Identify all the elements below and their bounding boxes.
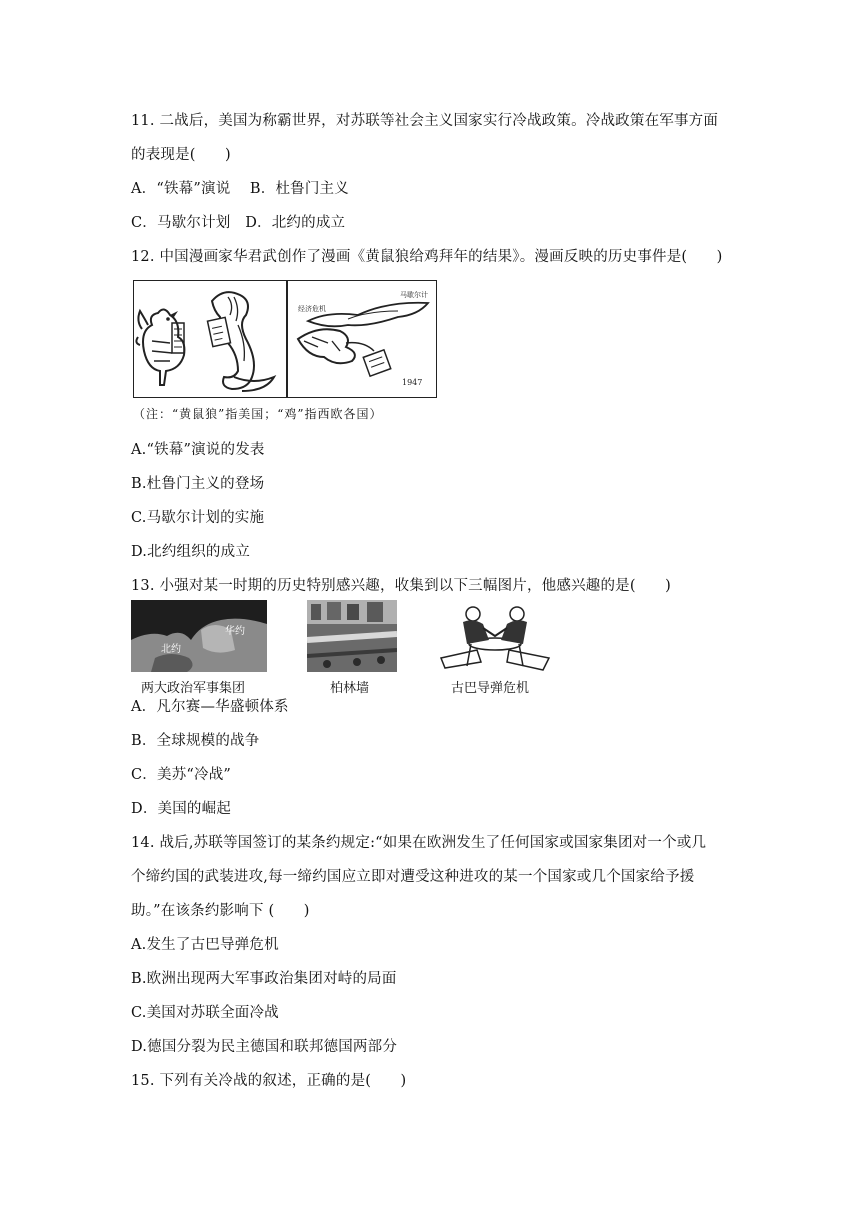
- cartoon-left-panel: [134, 281, 286, 397]
- q14-stem-line3: 助。”在该条约影响下 ( ): [131, 903, 310, 919]
- q12-option-b: B.杜鲁门主义的登场: [131, 476, 265, 492]
- cartoon-label-marshall: 马歇尔计: [400, 291, 428, 299]
- q14-option-d: D.德国分裂为民主德国和联邦德国两部分: [131, 1039, 398, 1055]
- map-label-warsaw-pact: 华约: [225, 626, 245, 637]
- q11-stem-line2: 的表现是( ): [131, 147, 231, 163]
- q13-berlin-wall-image: [307, 600, 397, 672]
- q13-caption-3: 古巴导弹危机: [451, 681, 530, 696]
- map-label-nato: 北约: [161, 644, 181, 655]
- cartoon-label-year: 1947: [402, 378, 423, 387]
- cartoon-label-economic-crisis: 经济危机: [298, 305, 326, 313]
- q11-stem-line1: 11. 二战后，美国为称霸世界，对苏联等社会主义国家实行冷战政策。冷战政策在军事方面: [131, 113, 719, 129]
- q14-option-b: B.欧洲出现两大军事政治集团对峙的局面: [131, 971, 397, 987]
- q13-cuba-cartoon-image: [437, 600, 553, 672]
- q13-stem: 13. 小强对某一时期的历史特别感兴趣，收集到以下三幅图片，他感兴趣的是( ): [131, 578, 671, 594]
- q13-option-a: A．凡尔赛—华盛顿体系: [131, 699, 289, 715]
- q11-options-row1: A．“铁幕”演说 B．杜鲁门主义: [131, 181, 349, 197]
- q14-stem-line2: 个缔约国的武装进攻,每一缔约国应立即对遭受这种进攻的某一个国家或几个国家给予援: [131, 869, 695, 885]
- q13-caption-1: 两大政治军事集团: [141, 681, 246, 696]
- q12-stem: 12. 中国漫画家华君武创作了漫画《黄鼠狼给鸡拜年的结果》。漫画反映的历史事件是( ): [131, 249, 723, 265]
- q14-option-a: A.发生了古巴导弹危机: [131, 937, 279, 953]
- q12-option-d: D.北约组织的成立: [131, 544, 251, 560]
- q13-caption-2: 柏林墙: [330, 681, 370, 696]
- q13-option-b: B．全球规模的战争: [131, 733, 260, 749]
- q13-map-image: [131, 600, 267, 672]
- q14-stem-line1: 14. 战后,苏联等国签订的某条约规定:“如果在欧洲发生了任何国家或国家集团对一个或几: [131, 835, 707, 851]
- q14-option-c: C.美国对苏联全面冷战: [131, 1005, 279, 1021]
- q13-option-d: D．美国的崛起: [131, 801, 232, 817]
- q12-option-a: A.“铁幕”演说的发表: [131, 442, 265, 458]
- cartoon-right-panel: [288, 281, 436, 397]
- q13-option-c: C．美苏“冷战”: [131, 767, 232, 783]
- q15-stem: 15. 下列有关冷战的叙述，正确的是( ): [131, 1073, 407, 1089]
- q12-option-c: C.马歇尔计划的实施: [131, 510, 265, 526]
- q12-figure-note: （注：“黄鼠狼”指美国；“鸡”指西欧各国）: [133, 407, 383, 421]
- q11-options-row2: C．马歇尔计划 D．北约的成立: [131, 215, 346, 231]
